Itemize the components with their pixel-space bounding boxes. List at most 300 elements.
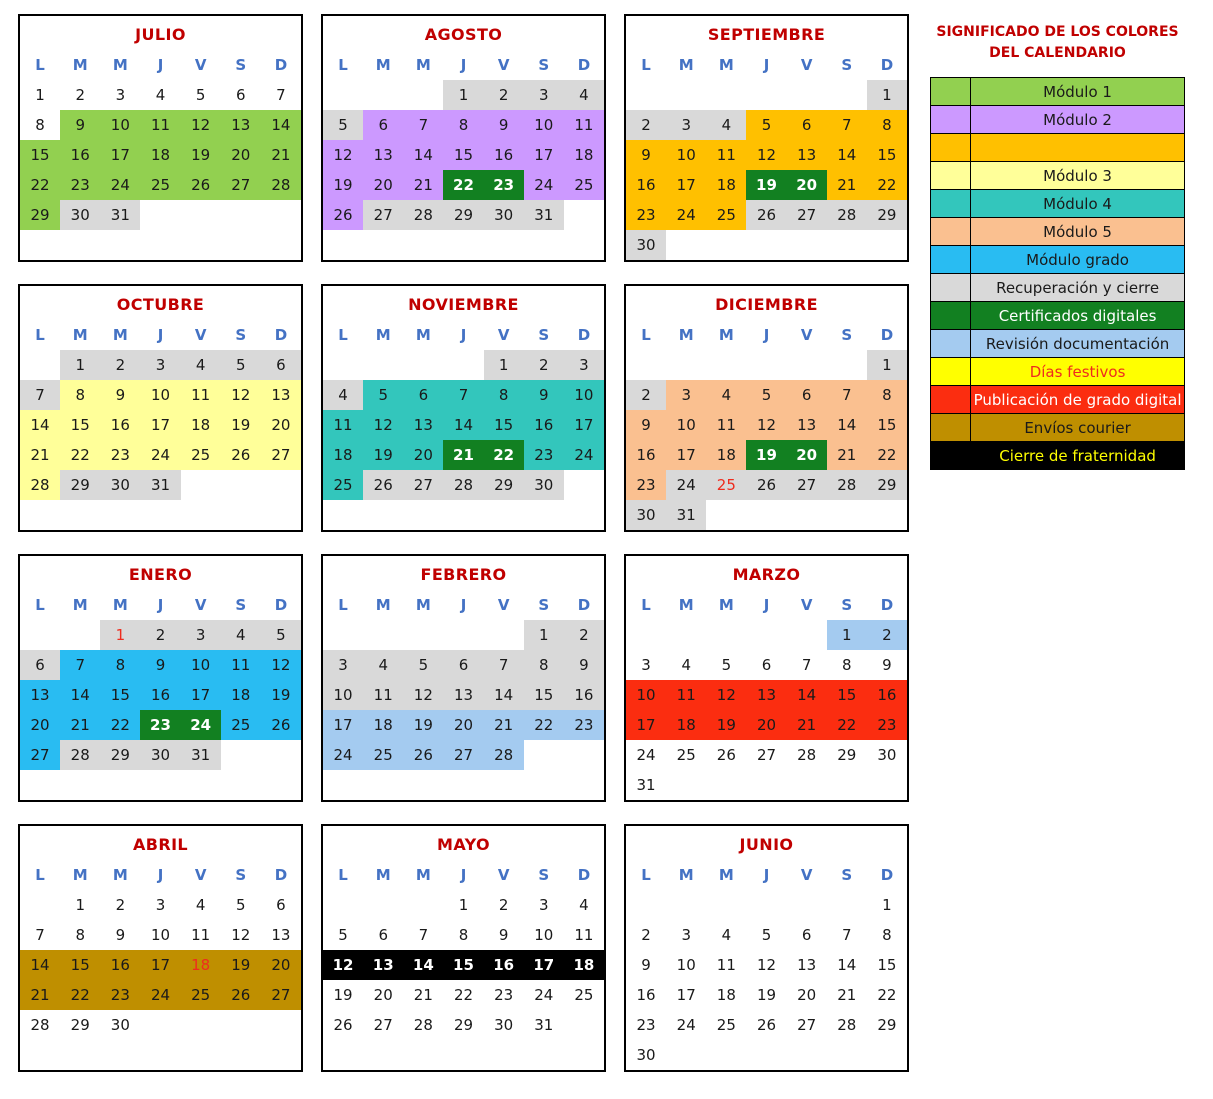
day-cell: 25 (181, 980, 221, 1010)
empty-cell (221, 740, 261, 770)
empty-cell (787, 620, 827, 650)
day-cell: 25 (221, 710, 261, 740)
day-cell: 12 (323, 140, 363, 170)
day-cell: 7 (827, 920, 867, 950)
day-cell: 2 (626, 380, 666, 410)
month-diciembre (624, 284, 909, 532)
day-cell: 16 (100, 950, 140, 980)
legend-row (931, 106, 1185, 134)
empty-cell (827, 890, 867, 920)
empty-cell (60, 620, 100, 650)
day-cell: 6 (787, 920, 827, 950)
weekday-header: L (338, 596, 348, 614)
day-cell: 8 (484, 380, 524, 410)
legend-title (930, 22, 1185, 64)
day-cell: 14 (787, 680, 827, 710)
weekday-header: V (497, 596, 510, 614)
week-row (626, 770, 907, 800)
weekday-header-row (20, 590, 301, 620)
weekday-header: J (763, 596, 770, 614)
weekday-header: S (841, 866, 853, 884)
weekday-header: L (35, 866, 45, 884)
weekday-header-row (20, 50, 301, 80)
day-cell: 27 (787, 200, 827, 230)
day-cell: 22 (484, 440, 524, 470)
legend-swatch (931, 330, 971, 358)
weekday-header-row (323, 860, 604, 890)
day-cell: 11 (323, 410, 363, 440)
day-cell: 8 (867, 380, 907, 410)
day-cell: 2 (100, 890, 140, 920)
day-cell: 19 (746, 980, 786, 1010)
day-cell: 8 (443, 920, 483, 950)
day-cell: 27 (443, 740, 483, 770)
day-cell: 14 (443, 410, 483, 440)
week-row (323, 200, 604, 230)
month-febrero (321, 554, 606, 802)
day-cell: 12 (221, 380, 261, 410)
week-row (626, 980, 907, 1010)
weekday-header: S (538, 596, 550, 614)
day-cell: 11 (363, 680, 403, 710)
day-cell: 28 (403, 200, 443, 230)
day-cell: 3 (140, 890, 180, 920)
day-cell: 6 (443, 650, 483, 680)
empty-cell (666, 230, 706, 260)
day-cell: 15 (867, 950, 907, 980)
month-title-septiembre: SEPTIEMBRE (707, 25, 826, 44)
weekday-header-row (20, 860, 301, 890)
day-cell: 19 (261, 680, 301, 710)
day-cell: 7 (20, 380, 60, 410)
day-cell: 9 (60, 110, 100, 140)
day-cell: 5 (323, 110, 363, 140)
day-cell: 17 (100, 140, 140, 170)
empty-cell (787, 890, 827, 920)
legend-row (931, 218, 1185, 246)
weekday-header: L (338, 326, 348, 344)
week-row (20, 200, 301, 230)
day-cell: 1 (867, 80, 907, 110)
day-cell: 19 (323, 170, 363, 200)
day-cell: 23 (60, 170, 100, 200)
weekday-header: M (112, 326, 128, 344)
empty-cell (827, 350, 867, 380)
day-cell: 27 (787, 1010, 827, 1040)
day-cell: 17 (626, 710, 666, 740)
day-cell: 11 (181, 380, 221, 410)
month-table-julio (20, 50, 301, 230)
day-cell: 27 (20, 740, 60, 770)
empty-cell (323, 890, 363, 920)
empty-cell (626, 350, 666, 380)
empty-cell (706, 230, 746, 260)
week-row (20, 980, 301, 1010)
weekday-header: V (497, 56, 510, 74)
day-cell: 8 (100, 650, 140, 680)
day-cell: 2 (60, 80, 100, 110)
day-cell: 16 (626, 170, 666, 200)
day-cell: 2 (524, 350, 564, 380)
day-cell: 21 (827, 440, 867, 470)
week-row (626, 1010, 907, 1040)
day-cell: 3 (666, 110, 706, 140)
day-cell: 12 (323, 950, 363, 980)
day-cell: 4 (221, 620, 261, 650)
empty-cell (564, 200, 604, 230)
day-cell: 22 (443, 170, 483, 200)
empty-cell (746, 230, 786, 260)
weekday-header: J (460, 866, 467, 884)
day-cell: 24 (181, 710, 221, 740)
day-cell: 8 (60, 380, 100, 410)
month-body (20, 620, 301, 770)
day-cell: 2 (100, 350, 140, 380)
day-cell: 10 (666, 410, 706, 440)
weekday-header: V (800, 56, 813, 74)
weekday-header: J (763, 56, 770, 74)
week-row (323, 920, 604, 950)
week-row (20, 110, 301, 140)
day-cell: 14 (261, 110, 301, 140)
month-table-agosto (323, 50, 604, 230)
day-cell: 6 (261, 350, 301, 380)
day-cell: 16 (524, 410, 564, 440)
empty-cell (867, 770, 907, 800)
day-cell: 26 (221, 980, 261, 1010)
day-cell: 15 (867, 140, 907, 170)
legend-label: Cierre de fraternidad (971, 442, 1185, 470)
day-cell: 30 (484, 200, 524, 230)
day-cell: 28 (261, 170, 301, 200)
legend-row (931, 162, 1185, 190)
week-row (20, 380, 301, 410)
weekday-header: S (235, 56, 247, 74)
empty-cell (827, 1040, 867, 1070)
legend-title-line2: DEL CALENDARIO (989, 45, 1126, 61)
day-cell: 5 (403, 650, 443, 680)
day-cell: 29 (443, 1010, 483, 1040)
week-row (626, 890, 907, 920)
day-cell: 29 (867, 1010, 907, 1040)
day-cell: 13 (403, 410, 443, 440)
day-cell: 23 (100, 440, 140, 470)
day-cell: 26 (746, 1010, 786, 1040)
legend-swatch (931, 134, 971, 162)
day-cell: 17 (666, 170, 706, 200)
day-cell: 13 (787, 140, 827, 170)
day-cell: 21 (20, 440, 60, 470)
empty-cell (746, 500, 786, 530)
day-cell: 11 (140, 110, 180, 140)
day-cell: 19 (181, 140, 221, 170)
day-cell: 10 (524, 920, 564, 950)
day-cell: 29 (867, 200, 907, 230)
month-noviembre (321, 284, 606, 532)
day-cell: 18 (221, 680, 261, 710)
week-row (20, 140, 301, 170)
day-cell: 16 (867, 680, 907, 710)
day-cell: 7 (261, 80, 301, 110)
day-cell: 11 (181, 920, 221, 950)
month-body (323, 620, 604, 770)
legend-swatch (931, 190, 971, 218)
weekday-header-row (323, 590, 604, 620)
day-cell: 20 (787, 170, 827, 200)
day-cell: 30 (484, 1010, 524, 1040)
week-row (323, 140, 604, 170)
day-cell: 13 (261, 380, 301, 410)
weekday-header-row (626, 590, 907, 620)
day-cell: 5 (706, 650, 746, 680)
month-julio (18, 14, 303, 262)
legend-body (931, 78, 1185, 470)
day-cell: 17 (666, 440, 706, 470)
week-row (323, 350, 604, 380)
empty-cell (140, 200, 180, 230)
day-cell: 25 (363, 740, 403, 770)
day-cell: 10 (140, 920, 180, 950)
day-cell: 25 (706, 470, 746, 500)
weekday-header: M (375, 326, 391, 344)
day-cell: 25 (564, 980, 604, 1010)
day-cell: 14 (827, 410, 867, 440)
weekday-header-row (626, 50, 907, 80)
weekday-header: D (880, 596, 894, 614)
day-cell: 27 (403, 470, 443, 500)
weekday-header: L (338, 56, 348, 74)
day-cell: 15 (484, 410, 524, 440)
legend-label: Módulo 5 (971, 218, 1185, 246)
week-row (20, 620, 301, 650)
weekday-header-row (20, 50, 301, 80)
day-cell: 22 (867, 170, 907, 200)
week-row (20, 740, 301, 770)
weekday-header-row (20, 320, 301, 350)
day-cell: 14 (20, 410, 60, 440)
weekday-header: V (194, 326, 207, 344)
empty-cell (403, 620, 443, 650)
day-cell: 15 (100, 680, 140, 710)
week-row (20, 350, 301, 380)
weekday-header: M (72, 866, 88, 884)
day-cell: 29 (827, 740, 867, 770)
weekday-header: M (718, 866, 734, 884)
weekday-header: D (274, 326, 288, 344)
day-cell: 5 (746, 110, 786, 140)
day-cell: 27 (746, 740, 786, 770)
legend-row (931, 134, 1185, 162)
day-cell: 16 (140, 680, 180, 710)
day-cell: 19 (403, 710, 443, 740)
week-row (20, 650, 301, 680)
day-cell: 12 (746, 950, 786, 980)
day-cell: 30 (100, 470, 140, 500)
month-title-octubre: OCTUBRE (116, 295, 205, 314)
day-cell: 5 (363, 380, 403, 410)
weekday-header: M (112, 866, 128, 884)
day-cell: 22 (524, 710, 564, 740)
month-body (626, 890, 907, 1070)
day-cell: 19 (746, 440, 786, 470)
day-cell: 7 (443, 380, 483, 410)
legend-row (931, 190, 1185, 218)
day-cell: 15 (827, 680, 867, 710)
month-table-junio (626, 860, 907, 1070)
day-cell: 25 (323, 470, 363, 500)
week-row (626, 920, 907, 950)
weekday-header: J (157, 56, 164, 74)
weekday-header: V (194, 596, 207, 614)
day-cell: 24 (100, 170, 140, 200)
day-cell: 29 (100, 740, 140, 770)
empty-cell (363, 620, 403, 650)
day-cell: 21 (484, 710, 524, 740)
day-cell: 28 (827, 1010, 867, 1040)
legend-row (931, 274, 1185, 302)
day-cell: 1 (20, 80, 60, 110)
empty-cell (221, 1010, 261, 1040)
day-cell: 21 (261, 140, 301, 170)
legend-label: Módulo grado (971, 246, 1185, 274)
weekday-header: J (460, 326, 467, 344)
week-row (626, 950, 907, 980)
day-cell: 9 (100, 380, 140, 410)
week-row (626, 740, 907, 770)
legend-label: Publicación de grado digital (971, 386, 1185, 414)
day-cell: 15 (524, 680, 564, 710)
week-row (323, 980, 604, 1010)
empty-cell (787, 1040, 827, 1070)
day-cell: 15 (443, 140, 483, 170)
day-cell: 26 (746, 200, 786, 230)
empty-cell (867, 1040, 907, 1070)
month-table-mayo (323, 860, 604, 1040)
day-cell: 1 (867, 350, 907, 380)
weekday-header: S (235, 326, 247, 344)
day-cell: 24 (666, 1010, 706, 1040)
day-cell: 12 (363, 410, 403, 440)
week-row (626, 620, 907, 650)
empty-cell (867, 500, 907, 530)
day-cell: 14 (20, 950, 60, 980)
day-cell: 20 (20, 710, 60, 740)
weekday-header: M (718, 56, 734, 74)
month-body (323, 890, 604, 1040)
month-title-agosto: AGOSTO (424, 25, 503, 44)
day-cell: 12 (181, 110, 221, 140)
weekday-header: J (157, 596, 164, 614)
day-cell: 9 (484, 110, 524, 140)
week-row (20, 950, 301, 980)
day-cell: 26 (403, 740, 443, 770)
weekday-header-row (323, 320, 604, 350)
legend-row (931, 414, 1185, 442)
day-cell: 27 (261, 440, 301, 470)
month-body (626, 350, 907, 530)
day-cell: 2 (484, 890, 524, 920)
day-cell: 24 (666, 200, 706, 230)
weekday-header: J (460, 596, 467, 614)
week-row (323, 680, 604, 710)
day-cell: 23 (484, 170, 524, 200)
empty-cell (403, 350, 443, 380)
day-cell: 27 (221, 170, 261, 200)
day-cell: 18 (666, 710, 706, 740)
day-cell: 10 (323, 680, 363, 710)
day-cell: 30 (140, 740, 180, 770)
empty-cell (564, 470, 604, 500)
weekday-header: S (235, 596, 247, 614)
month-title-febrero: FEBRERO (420, 565, 507, 584)
day-cell: 22 (20, 170, 60, 200)
day-cell: 15 (867, 410, 907, 440)
day-cell: 9 (564, 650, 604, 680)
week-row (20, 440, 301, 470)
day-cell: 25 (706, 200, 746, 230)
week-row (323, 710, 604, 740)
legend-table (930, 77, 1185, 470)
legend-label (971, 134, 1185, 162)
legend-swatch (931, 302, 971, 330)
day-cell: 18 (564, 950, 604, 980)
day-cell: 27 (787, 470, 827, 500)
day-cell: 4 (140, 80, 180, 110)
weekday-header: S (841, 56, 853, 74)
day-cell: 20 (221, 140, 261, 170)
day-cell: 21 (443, 440, 483, 470)
day-cell: 4 (706, 110, 746, 140)
day-cell: 24 (524, 170, 564, 200)
month-table-marzo (626, 590, 907, 800)
day-cell: 23 (140, 710, 180, 740)
day-cell: 22 (867, 980, 907, 1010)
day-cell: 4 (666, 650, 706, 680)
day-cell: 27 (261, 980, 301, 1010)
empty-cell (181, 470, 221, 500)
day-cell: 24 (564, 440, 604, 470)
empty-cell (403, 80, 443, 110)
weekday-header: M (678, 596, 694, 614)
day-cell: 16 (60, 140, 100, 170)
day-cell: 15 (443, 950, 483, 980)
legend (930, 22, 1185, 470)
day-cell: 22 (100, 710, 140, 740)
legend-label: Módulo 3 (971, 162, 1185, 190)
day-cell: 1 (827, 620, 867, 650)
weekday-header: S (538, 866, 550, 884)
day-cell: 13 (261, 920, 301, 950)
month-body (626, 80, 907, 260)
month-table-abril (20, 860, 301, 1040)
empty-cell (706, 500, 746, 530)
weekday-header: S (538, 56, 550, 74)
week-row (20, 920, 301, 950)
day-cell: 23 (484, 980, 524, 1010)
weekday-header: V (194, 56, 207, 74)
month-agosto (321, 14, 606, 262)
day-cell: 26 (363, 470, 403, 500)
month-title-mayo: MAYO (437, 835, 490, 854)
day-cell: 8 (867, 920, 907, 950)
month-table-noviembre (323, 320, 604, 500)
day-cell: 17 (564, 410, 604, 440)
day-cell: 23 (867, 710, 907, 740)
day-cell: 31 (140, 470, 180, 500)
empty-cell (787, 350, 827, 380)
month-body (20, 350, 301, 500)
day-cell: 10 (140, 380, 180, 410)
